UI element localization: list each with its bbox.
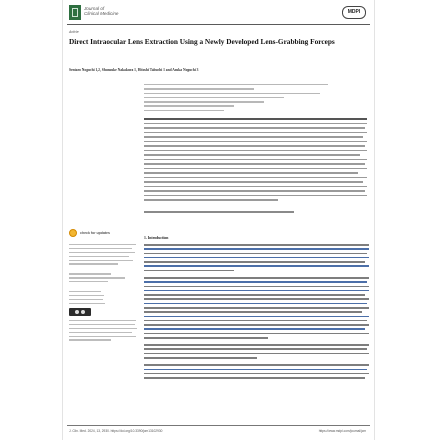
article-sidebar	[69, 228, 139, 343]
cc-license-icon	[69, 308, 91, 316]
header-rule	[67, 24, 370, 25]
article-title: Direct Intraocular Lens Extraction Using a Newly Developed Lens-Grabbing Forceps	[69, 37, 335, 46]
check-updates-badge[interactable]	[69, 228, 139, 238]
check-updates-label: check for updates	[80, 231, 110, 235]
journal-name-line1: Journal of	[84, 6, 105, 11]
journal-name-line2: Clinical Medicine	[84, 11, 119, 16]
abstract-block	[144, 118, 367, 204]
journal-name	[84, 6, 124, 16]
publisher-logo: MDPI	[342, 6, 366, 19]
introduction-text	[144, 244, 369, 381]
footer-rule	[67, 425, 370, 426]
section-heading: 1. Introduction	[144, 236, 169, 240]
journal-logo-icon	[69, 5, 81, 20]
check-updates-icon	[69, 229, 77, 237]
footer-citation[interactable]: J. Clin. Med. 2024, 13, 2930. https://doi.org/10.3390/jcm13102930	[69, 429, 163, 433]
paper-page	[62, 0, 375, 440]
keywords-line	[144, 211, 294, 213]
page-header	[63, 0, 376, 24]
affiliations-block	[144, 84, 344, 114]
article-type: Article	[69, 30, 79, 34]
author-list: Sentaro Noguchi 1,2, Shunsuke Nakakura 1, Hitoshi Tabuchi 1 and Asuka Noguchi 3	[69, 68, 199, 72]
footer-url[interactable]: https://www.mdpi.com/journal/jcm	[318, 429, 366, 433]
